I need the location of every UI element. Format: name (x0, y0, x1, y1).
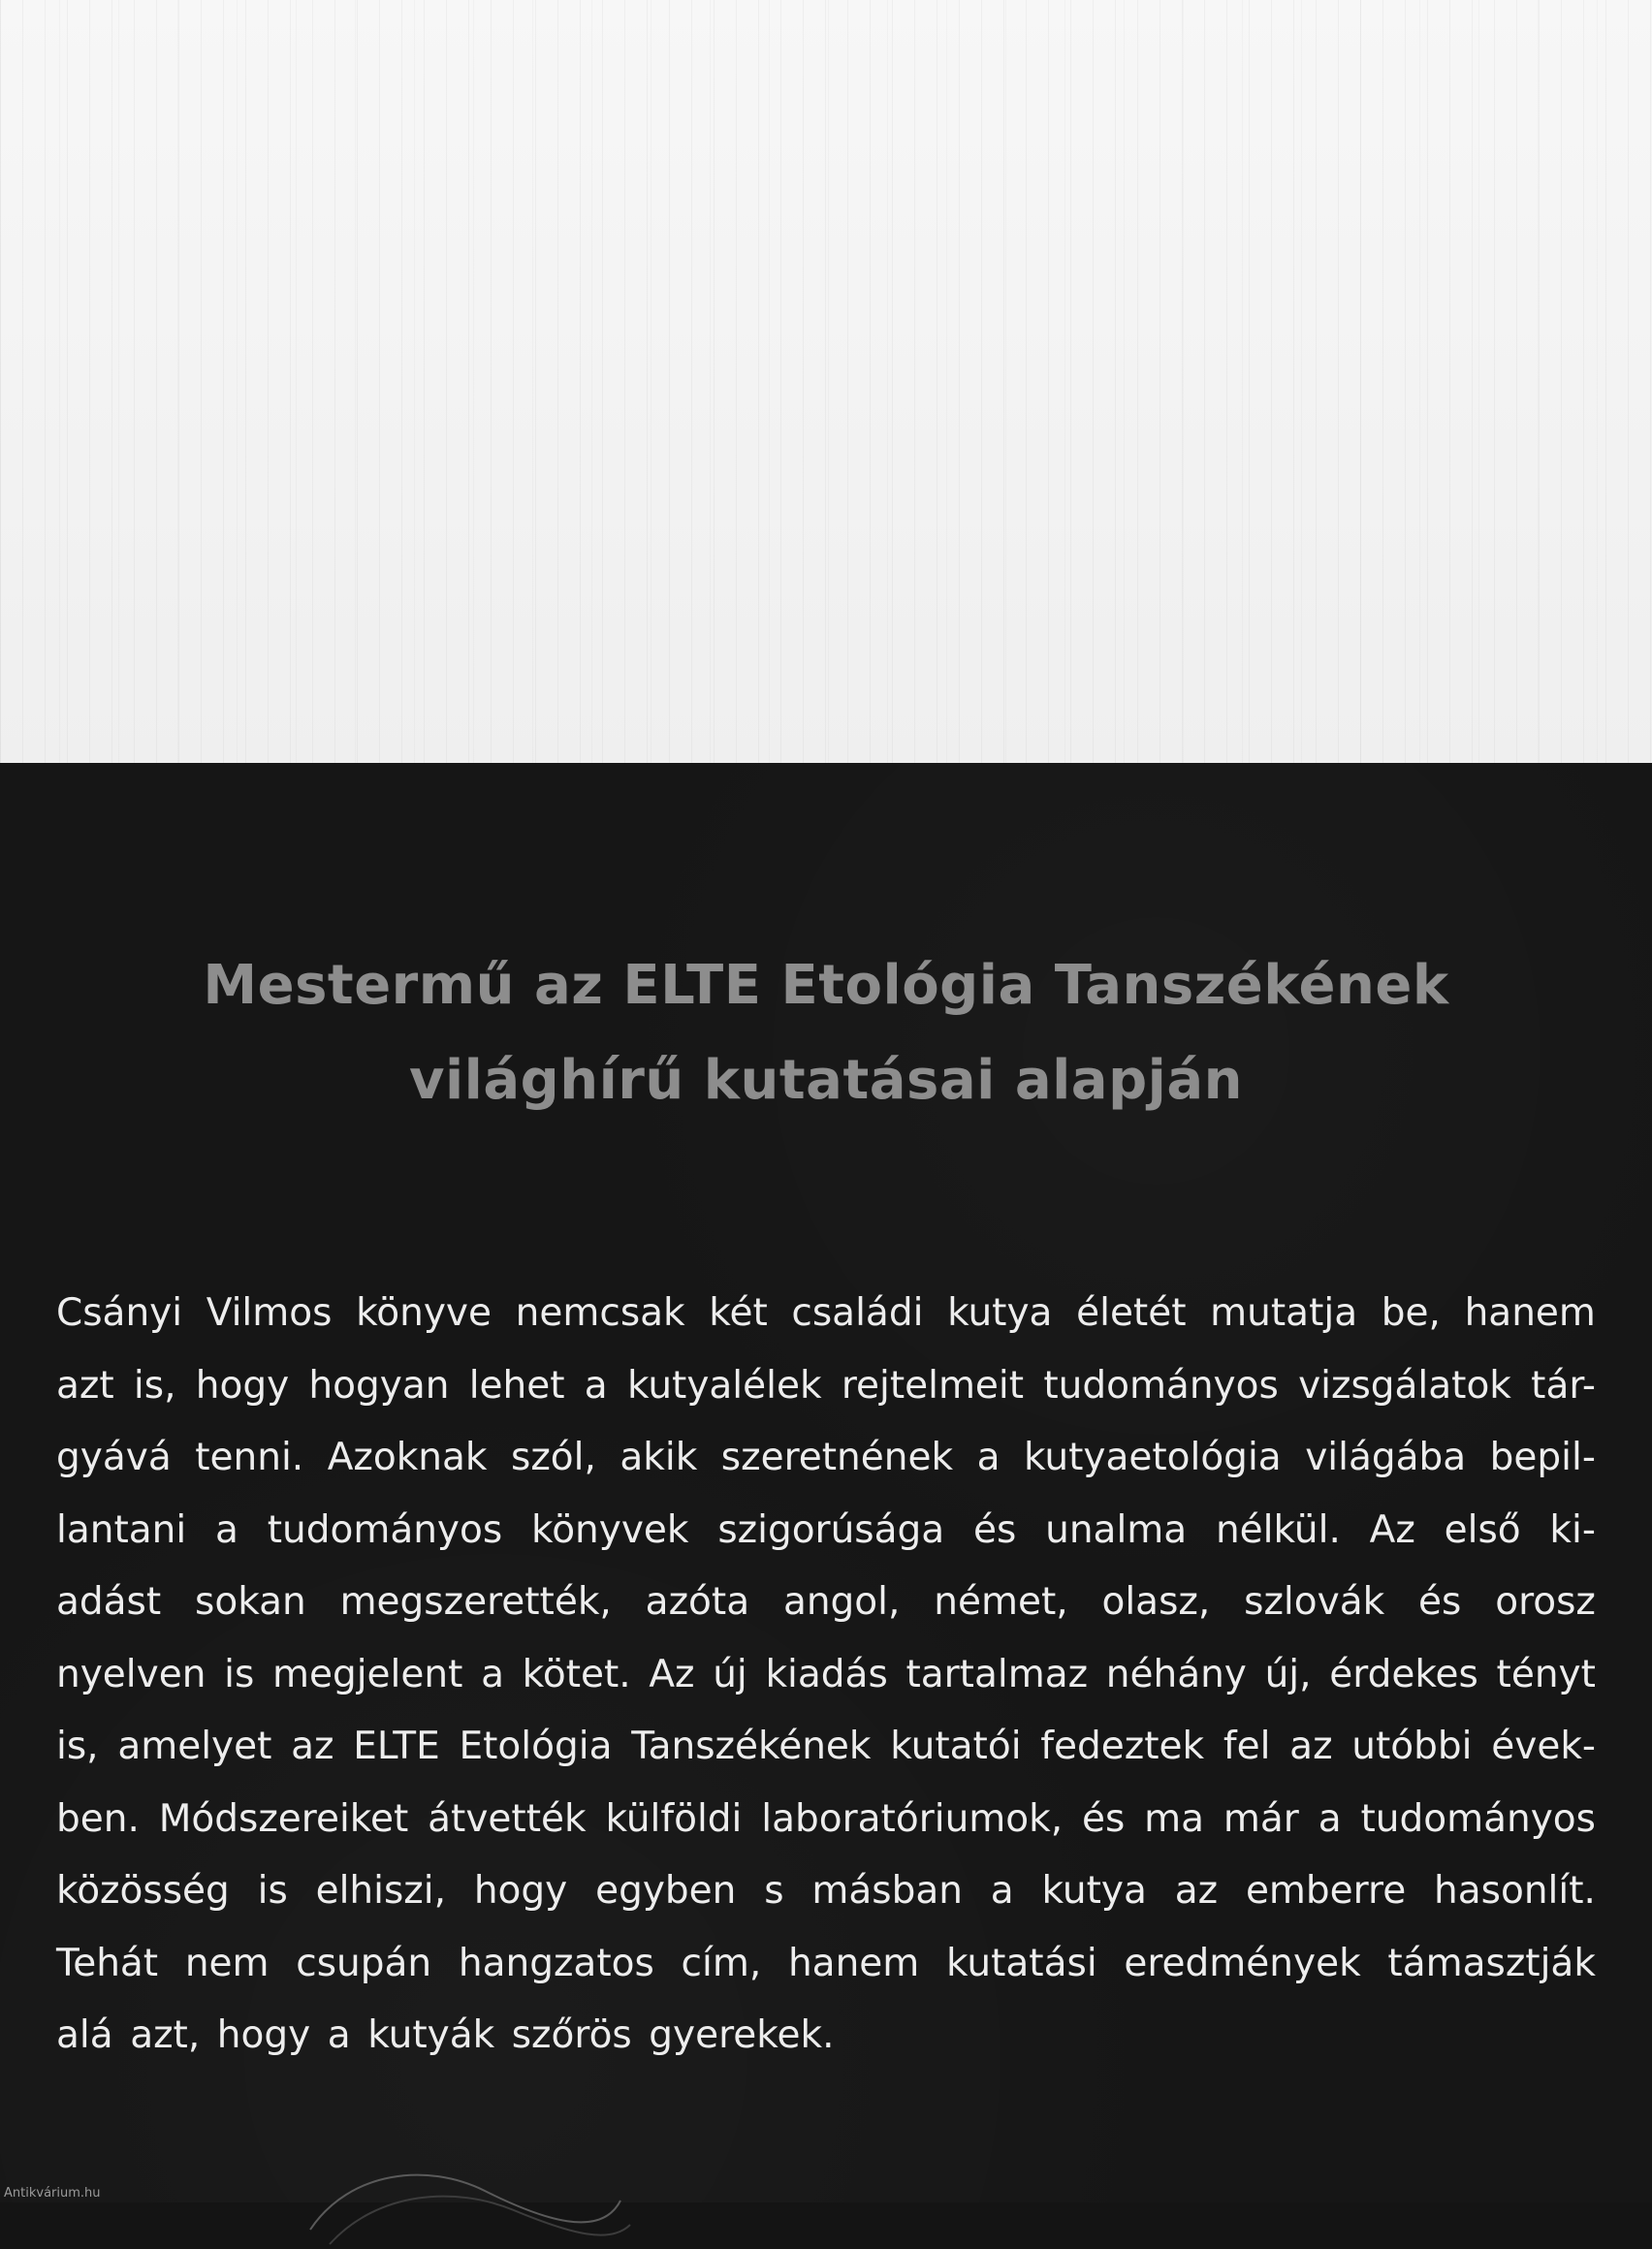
blurb-line: közösség is elhiszi, hogy egyben s másban a kutya az emberre hasonlít. (56, 1869, 1596, 1913)
blurb-line: Tehát nem csupán hangzatos cím, hanem kutatási eredmények támasztják (56, 1941, 1596, 1985)
blurb-paragraph (56, 1278, 1596, 2073)
blurb-line: gyává tenni. Azoknak szól, akik szeretnének a kutyaetológia világába bepil- (56, 1436, 1596, 1479)
blurb-line: is, amelyet az ELTE Etológia Tanszékének kutatói fedeztek fel az utóbbi évek- (56, 1725, 1596, 1768)
blurb-line: Csányi Vilmos könyve nemcsak két családi kutya életét mutatja be, hanem (56, 1291, 1596, 1335)
blurb-line: alá azt, hogy a kutyák szőrös gyerekek. (56, 2013, 835, 2057)
blurb-line: nyelven is megjelent a kötet. Az új kiadás tartalmaz néhány új, érdekes tényt (56, 1652, 1596, 1696)
blurb-line: lantani a tudományos könyvek szigorúsága és unalma nélkül. Az első ki- (56, 1507, 1596, 1552)
light-top-panel (0, 0, 1652, 763)
headline (0, 938, 1652, 1128)
blurb-line: azt is, hogy hogyan lehet a kutyalélek rejtelmeit tudományos vizsgálatok tár- (56, 1363, 1596, 1408)
decorative-swirl-graphic (291, 2133, 640, 2249)
watermark-text: Antikvárium.hu (4, 2186, 101, 2201)
blurb-line: adást sokan megszerették, azóta angol, német, olasz, szlovák és orosz (56, 1580, 1596, 1624)
headline-line-1: Mestermű az ELTE Etológia Tanszékének (203, 954, 1449, 1017)
headline-line-2: világhírű kutatásai alapján (408, 1049, 1244, 1112)
blurb-line: ben. Módszereiket átvették külföldi laboratóriumok, és ma már a tudományos (56, 1796, 1596, 1841)
